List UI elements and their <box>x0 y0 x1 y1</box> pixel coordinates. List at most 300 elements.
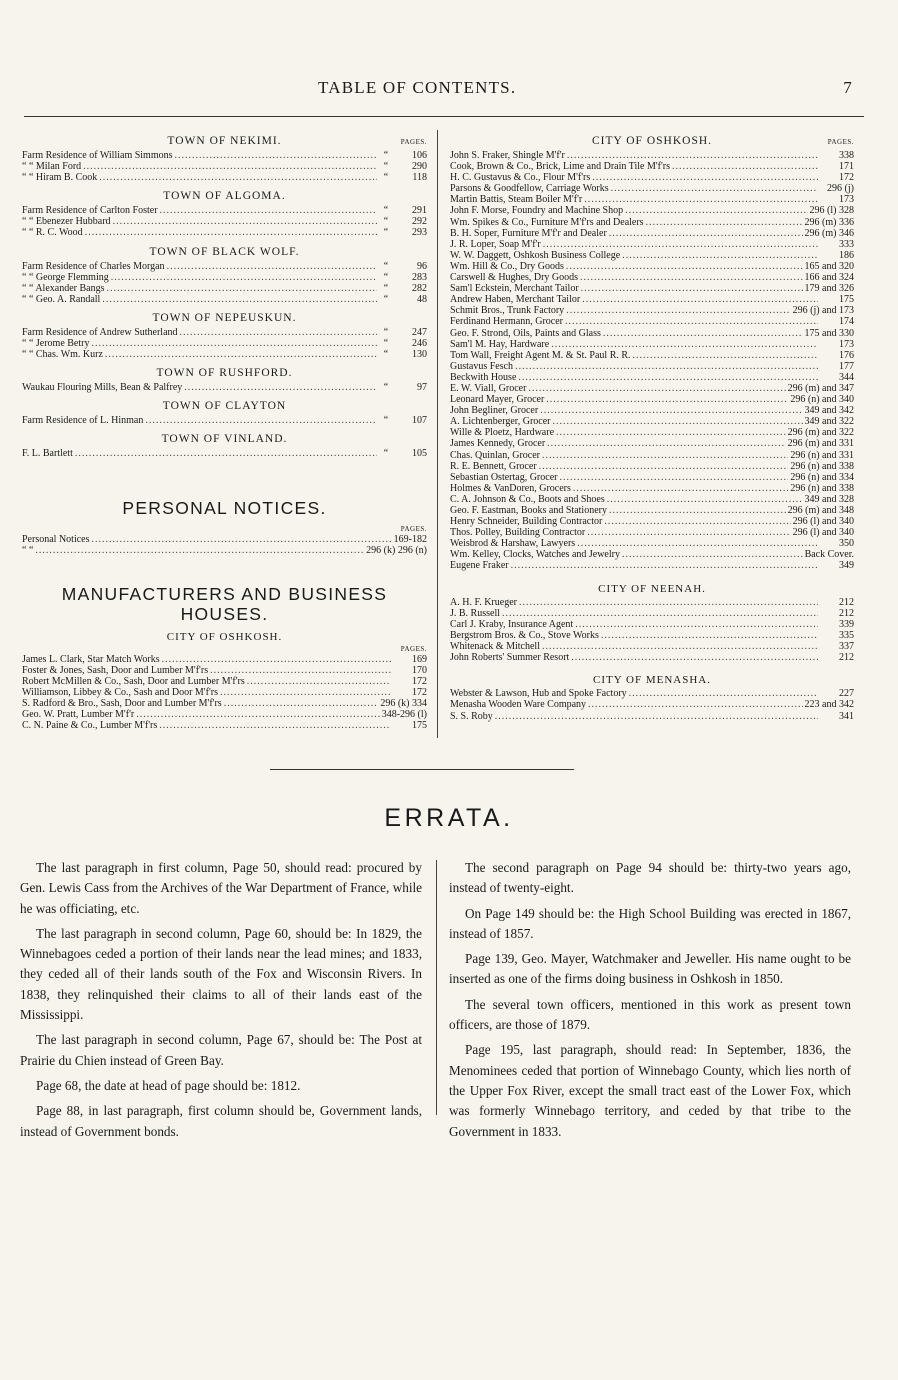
dot-leader <box>167 261 377 272</box>
entry-page: 296 (n) and 338 <box>790 460 854 472</box>
entry-name: John Roberts' Summer Resort <box>450 652 570 664</box>
city-oshkosh-heading <box>450 134 854 148</box>
dot-leader <box>622 549 803 560</box>
entry-name: “ “ <box>22 544 34 556</box>
header-rule <box>24 116 864 117</box>
town-heading: TOWN OF NEPEUSKUN. <box>152 311 297 324</box>
entry-page: 296 (l) and 340 <box>792 516 854 528</box>
dot-leader <box>539 461 789 472</box>
dot-leader <box>92 534 392 545</box>
entry-page: 173 <box>839 338 854 350</box>
entry-page: 166 and 324 <box>804 272 854 284</box>
town-heading: TOWN OF BLACK WOLF. <box>149 245 300 258</box>
entry-page: 296 (n) and 334 <box>790 471 854 483</box>
entry-name: Andrew Haben, Merchant Tailor <box>450 294 581 306</box>
entry-page: 170 <box>412 664 427 676</box>
entry-page: 247 <box>412 326 427 338</box>
entry-page: 350 <box>839 538 854 550</box>
errata-paragraph: The second paragraph on Page 94 should be: thirty-two years ago, instead of twenty-eight. <box>449 860 851 896</box>
toc-entry <box>450 549 854 560</box>
toc-entry <box>450 630 854 641</box>
entry-name: F. L. Bartlett <box>22 448 73 460</box>
ditto-mark: “ <box>383 172 389 184</box>
toc-entry <box>450 383 854 394</box>
entry-name: “ “ Hiram B. Cook <box>22 172 98 184</box>
dot-leader <box>502 608 818 619</box>
entry-page: 97 <box>417 382 427 394</box>
entry-page: 335 <box>839 629 854 641</box>
dot-leader <box>588 699 803 710</box>
ditto-mark: “ <box>383 150 389 161</box>
page-number: 7 <box>843 78 853 97</box>
dot-leader <box>75 448 377 459</box>
town-heading: TOWN OF CLAYTON <box>162 400 287 413</box>
town-heading: TOWN OF ALGOMA. <box>163 190 286 203</box>
toc-entry <box>450 483 854 494</box>
toc-entry <box>450 516 854 527</box>
entry-page: 169 <box>412 653 427 665</box>
entry-name: John Begliner, Grocer <box>450 405 539 417</box>
entry-page: 333 <box>839 238 854 250</box>
dot-leader <box>106 283 377 294</box>
entry-page: 176 <box>839 349 854 361</box>
toc-entry <box>450 228 854 239</box>
entry-page: 105 <box>412 448 427 460</box>
entry-page: 338 <box>839 150 854 161</box>
entry-page: 179 and 326 <box>804 283 854 295</box>
entry-name: Eugene Fraker <box>450 560 509 572</box>
toc-entry <box>450 372 854 383</box>
toc-entry <box>450 597 854 608</box>
entry-name: Webster & Lawson, Hub and Spoke Factory <box>450 688 627 700</box>
toc-entry <box>450 688 854 699</box>
city-oshkosh-subheading: CITY OF OSHKOSH. <box>166 630 283 643</box>
entry-page: 106 <box>412 150 427 161</box>
toc-entry <box>22 534 427 545</box>
toc-entry <box>22 687 427 698</box>
entry-name: Foster & Jones, Sash, Door and Lumber M'f'rs <box>22 664 209 676</box>
toc-entry <box>450 494 854 505</box>
entry-name: Beckwith House <box>450 371 517 383</box>
dot-leader <box>511 560 818 571</box>
entry-name: H. C. Gustavus & Co., Flour M'f'rs <box>450 172 591 184</box>
entry-page: 186 <box>839 249 854 261</box>
entry-name: Geo. F. Eastman, Books and Stationery <box>450 505 607 516</box>
errata-paragraph: On Page 149 should be: the High School Building was erected in 1867, instead of 1857. <box>449 905 851 941</box>
toc-entry <box>22 448 427 459</box>
entry-name: Tom Wall, Freight Agent M. & St. Paul R. R. <box>450 349 631 361</box>
manufacturers-heading <box>22 584 427 624</box>
entry-name: John F. Morse, Foundry and Machine Shop <box>450 205 624 217</box>
toc-entry <box>450 328 854 339</box>
pages-label: PAGES. <box>400 138 427 146</box>
dot-leader <box>580 272 803 283</box>
dot-leader <box>551 339 818 350</box>
toc-entry <box>22 261 427 272</box>
ditto-mark: “ <box>383 293 389 305</box>
entry-page: 227 <box>839 688 854 700</box>
entry-page: 296 (k) 296 (n) <box>366 544 427 556</box>
toc-entry <box>22 283 427 294</box>
entry-name: Carl J. Kraby, Insurance Agent <box>450 618 574 630</box>
entry-name: Menasha Wooden Ware Company <box>450 699 587 711</box>
entry-name: E. W. Viall, Grocer <box>450 382 527 394</box>
dot-leader <box>180 327 377 338</box>
ditto-mark: “ <box>383 282 389 294</box>
page-title: TABLE OF CONTENTS. <box>318 78 517 97</box>
toc-entry <box>22 654 427 665</box>
toc-entry <box>22 676 427 687</box>
entry-page: 296 (m) 336 <box>804 216 854 228</box>
entry-page: 349 and 328 <box>804 493 854 505</box>
town-heading <box>22 134 427 148</box>
entry-page: 223 and 342 <box>804 699 854 711</box>
errata-paragraph: The several town officers, mentioned in this work as present town officers, are those of 1879. <box>449 996 851 1033</box>
entry-name: John S. Fraker, Shingle M'f'r <box>450 150 565 161</box>
dot-leader <box>566 261 803 272</box>
dot-leader <box>571 652 818 663</box>
dot-leader <box>99 172 377 183</box>
entry-page: 349 <box>839 560 854 572</box>
entry-name: Wm. Spikes & Co., Furniture M'f'rs and Dealers <box>450 216 644 228</box>
errata-paragraph: The last paragraph in second column, Page 67, should be: The Post at Prairie du Chien instead of Green Bay. <box>20 1032 422 1068</box>
entry-page: 296 (m) 346 <box>804 227 854 239</box>
dot-leader <box>547 438 785 449</box>
toc-entry <box>22 150 427 161</box>
entry-name: “ “ George Flemming <box>22 271 109 283</box>
toc-entry <box>450 505 854 516</box>
city-neenah-heading: CITY OF NEENAH. <box>598 582 706 595</box>
entry-page: 175 and 330 <box>804 327 854 339</box>
dot-leader <box>247 676 391 687</box>
menasha-business-list <box>450 688 854 721</box>
entry-name: A. H. F. Krueger <box>450 596 517 608</box>
toc-entry <box>450 272 854 283</box>
dot-leader <box>136 709 380 720</box>
entry-name: Sam'l M. Hay, Hardware <box>450 338 550 350</box>
dot-leader <box>159 720 391 731</box>
towns-section <box>22 134 427 460</box>
entry-page: 296 (j) and 173 <box>792 305 854 317</box>
dot-leader <box>575 619 818 630</box>
toc-entry <box>450 294 854 305</box>
dot-leader <box>91 338 377 349</box>
dot-leader <box>625 205 807 216</box>
toc-entry <box>450 305 854 316</box>
toc-entry <box>450 405 854 416</box>
dot-leader <box>105 349 377 360</box>
entry-name: Personal Notices <box>22 533 90 545</box>
toc-entry <box>450 361 854 372</box>
toc-entry <box>450 416 854 427</box>
ditto-mark: “ <box>383 216 389 228</box>
entry-page: 282 <box>412 282 427 294</box>
dot-leader <box>581 283 803 294</box>
ditto-mark: “ <box>383 260 389 272</box>
entry-name: S. S. Roby <box>450 710 493 722</box>
toc-entry <box>22 327 427 338</box>
entry-page: 212 <box>839 607 854 619</box>
errata-rule <box>270 769 574 770</box>
toc-entry <box>22 698 427 709</box>
pages-label: PAGES. <box>827 138 854 146</box>
entry-page: 291 <box>412 205 427 217</box>
dot-leader <box>542 450 788 461</box>
entry-name: Bergstrom Bros. & Co., Stove Works <box>450 629 599 641</box>
toc-entry <box>450 711 854 722</box>
toc-entry <box>450 472 854 483</box>
entry-name: “ “ Milan Ford <box>22 161 82 173</box>
entry-name: Ferdinand Hermann, Grocer <box>450 316 564 328</box>
entry-name: Gustavus Fesch <box>450 360 514 372</box>
toc-entry <box>22 665 427 676</box>
errata-right-column <box>449 858 851 1147</box>
toc-entry <box>450 183 854 194</box>
dot-leader <box>567 150 818 161</box>
entry-name: Geo. F. Strond, Oils, Paints and Glass <box>450 327 601 339</box>
dot-leader <box>102 294 377 305</box>
dot-leader <box>542 641 818 652</box>
toc-entry <box>450 461 854 472</box>
entry-page: 296 (m) and 331 <box>787 438 854 450</box>
entry-name: Robert McMillen & Co., Sash, Door and Lumber M'f'rs <box>22 675 245 687</box>
entry-page: 296 (l) and 340 <box>792 527 854 539</box>
dot-leader <box>565 316 818 327</box>
entry-page: 48 <box>417 293 427 305</box>
ditto-mark: “ <box>383 205 389 217</box>
dot-leader <box>160 205 377 216</box>
dot-leader <box>629 688 818 699</box>
entry-name: Sam'l Eckstein, Merchant Tailor <box>450 283 579 295</box>
toc-entry <box>450 194 854 205</box>
entry-page: 349 and 322 <box>804 416 854 428</box>
town-title: TOWN OF NEKIMI. <box>167 135 282 147</box>
dot-leader <box>609 228 803 239</box>
dot-leader <box>646 217 803 228</box>
toc-right-column <box>450 134 854 722</box>
toc-entry <box>22 709 427 720</box>
errata-paragraph: Page 139, Geo. Mayer, Watchmaker and Jeweller. His name ought to be inserted as one of the firms doing business in Oshkosh in 1850. <box>449 951 851 987</box>
dot-leader <box>633 350 818 361</box>
entry-name: “ “ Jerome Betry <box>22 338 90 350</box>
entry-name: Carswell & Hughes, Dry Goods <box>450 272 579 284</box>
column-divider-bottom <box>436 860 437 1115</box>
toc-left-column <box>22 134 427 731</box>
entry-name: Wm. Hill & Co., Dry Goods <box>450 260 564 272</box>
toc-entry <box>450 350 854 361</box>
dot-leader <box>603 328 803 339</box>
pages-label: PAGES. <box>400 644 427 653</box>
toc-entry <box>22 349 427 360</box>
manufacturers-heading-line2: HOUSES. <box>180 603 269 624</box>
entry-name: Leonard Mayer, Grocer <box>450 394 545 406</box>
dot-leader <box>607 494 803 505</box>
entry-name: “ “ Ebenezer Hubbard <box>22 216 111 228</box>
dot-leader <box>162 654 391 665</box>
entry-name: Farm Residence of Charles Morgan <box>22 260 165 272</box>
toc-entry <box>450 608 854 619</box>
entry-name: J. B. Russell <box>450 607 501 619</box>
entry-name: J. R. Loper, Soap M'f'r <box>450 238 541 250</box>
toc-entry <box>450 652 854 663</box>
entry-name: Geo. W. Pratt, Lumber M'f'r <box>22 709 135 721</box>
entry-page: 296 (m) and 347 <box>787 382 854 394</box>
entry-page: 171 <box>839 161 854 173</box>
dot-leader <box>587 527 790 538</box>
entry-name: Williamson, Libbey & Co., Sash and Door M'f'rs <box>22 687 218 699</box>
entry-name: “ “ Geo. A. Randall <box>22 293 101 305</box>
toc-entry <box>22 720 427 731</box>
entry-name: Farm Residence of L. Hinman <box>22 415 144 427</box>
entry-name: Parsons & Goodfellow, Carriage Works <box>450 183 609 195</box>
entry-page: Back Cover. <box>804 549 854 561</box>
toc-entry <box>450 394 854 405</box>
entry-page: 292 <box>412 216 427 228</box>
entry-name: B. H. Soper, Furniture M'f'r and Dealer <box>450 227 607 239</box>
toc-entry <box>22 272 427 283</box>
personal-notices-list <box>22 534 427 556</box>
entry-name: Wille & Ploetz, Hardware <box>450 427 555 439</box>
dot-leader <box>540 405 802 416</box>
toc-entry <box>450 641 854 652</box>
entry-name: C. A. Johnson & Co., Boots and Shoes <box>450 493 605 505</box>
toc-entry <box>450 283 854 294</box>
neenah-business-list <box>450 597 854 664</box>
toc-entry <box>450 699 854 710</box>
dot-leader <box>546 394 788 405</box>
entry-page: 293 <box>412 227 427 239</box>
toc-entry <box>450 619 854 630</box>
dot-leader <box>515 361 818 372</box>
entry-page: 172 <box>839 172 854 184</box>
entry-page: 337 <box>839 641 854 653</box>
toc-entry <box>22 161 427 172</box>
ditto-mark: “ <box>383 415 389 427</box>
errata-paragraph: Page 88, in last paragraph, first column should be, Government lands, instead of Government bonds. <box>20 1103 422 1139</box>
entry-page: 296 (n) and 331 <box>790 449 854 461</box>
toc-entry <box>22 382 427 393</box>
entry-page: 296 (l) 328 <box>809 205 854 217</box>
entry-name: Farm Residence of William Simmons <box>22 150 173 161</box>
entry-page: 177 <box>839 360 854 372</box>
toc-entry <box>450 438 854 449</box>
entry-name: S. Radford & Bro., Sash, Door and Lumber M'f'rs <box>22 698 222 710</box>
dot-leader <box>604 516 790 527</box>
entry-page: 344 <box>839 371 854 383</box>
dot-leader <box>518 372 818 383</box>
entry-page: 172 <box>412 687 427 699</box>
entry-name: Thos. Polley, Building Contractor <box>450 527 586 539</box>
toc-entry <box>450 527 854 538</box>
toc-entry <box>450 239 854 250</box>
entry-page: 165 and 320 <box>804 260 854 272</box>
dot-leader <box>672 161 818 172</box>
dot-leader <box>556 427 786 438</box>
toc-entry <box>450 205 854 216</box>
toc-entry <box>450 250 854 261</box>
toc-entry <box>450 538 854 549</box>
toc-entry <box>450 172 854 183</box>
dot-leader <box>145 415 377 426</box>
entry-page: 341 <box>839 710 854 722</box>
city-menasha-heading: CITY OF MENASHA. <box>593 674 711 687</box>
dot-leader <box>113 216 377 227</box>
entry-name: Schmit Bros., Trunk Factory <box>450 305 565 317</box>
manufacturers-heading-line1: MANUFACTURERS AND BUSINESS <box>61 583 388 604</box>
dot-leader <box>220 687 391 698</box>
dot-leader <box>584 194 818 205</box>
toc-entry <box>22 227 427 238</box>
dot-leader <box>210 665 391 676</box>
town-heading: TOWN OF VINLAND. <box>161 433 288 446</box>
dot-leader <box>609 505 786 516</box>
toc-entry <box>22 338 427 349</box>
toc-entry <box>22 294 427 305</box>
dot-leader <box>85 227 377 238</box>
dot-leader <box>184 382 377 393</box>
errata-title: ERRATA. <box>384 804 514 832</box>
entry-page: 130 <box>412 349 427 361</box>
dot-leader <box>622 250 818 261</box>
dot-leader <box>528 383 785 394</box>
errata-paragraph: Page 195, last paragraph, should read: In September, 1836, the Menominees ceded that portion of Winnebago County, which lies north of the Upper Fox River, except the small tract east of the Lower Fox, which was formerly Winnebago territory, and ceded by that tribe to the Government in 1833. <box>449 1042 851 1139</box>
toc-entry <box>450 560 854 571</box>
dot-leader <box>582 294 818 305</box>
errata-paragraph: The last paragraph in first column, Page 50, should read: procured by Gen. Lewis Cass from the Archives of the War Department of France, while he was officiating, etc. <box>20 860 422 916</box>
errata-paragraph: Page 68, the date at head of page should be: 1812. <box>36 1077 301 1093</box>
pages-label: PAGES. <box>400 524 427 533</box>
entry-name: “ “ Alexander Bangs <box>22 282 105 294</box>
entry-page: 118 <box>412 172 427 184</box>
entry-name: Farm Residence of Andrew Sutherland <box>22 326 178 338</box>
entry-page: 175 <box>839 294 854 306</box>
ditto-mark: “ <box>383 271 389 283</box>
dot-leader <box>175 150 377 161</box>
entry-name: C. N. Paine & Co., Lumber M'f'rs <box>22 720 158 732</box>
dot-leader <box>224 698 379 709</box>
toc-entry <box>22 205 427 216</box>
entry-page: 173 <box>839 194 854 206</box>
toc-entry <box>22 172 427 183</box>
errata-paragraph: The last paragraph in second column, Page 60, should be: In 1829, the Winnebagoes ceded a portion of their lands near the lead mines; and 1833, they ceded all of their lands south of the Fox and Wisconsin Rivers. In 1838, they relinquished their claims to all of their lands east of the Mississippi. <box>20 925 422 1023</box>
ditto-mark: “ <box>383 326 389 338</box>
dot-leader <box>35 545 364 556</box>
entry-page: 339 <box>839 618 854 630</box>
entry-page: 172 <box>412 675 427 687</box>
running-head <box>0 78 898 102</box>
entry-name: Holmes & VanDoren, Grocers <box>450 482 571 494</box>
personal-notices-heading: PERSONAL NOTICES. <box>122 497 327 518</box>
dot-leader <box>577 538 818 549</box>
entry-name: Farm Residence of Carlton Foster <box>22 205 158 217</box>
ditto-mark: “ <box>383 227 389 239</box>
entry-name: W. W. Daggett, Oshkosh Business College <box>450 249 621 261</box>
toc-entry <box>22 415 427 426</box>
errata-left-column <box>20 858 422 1147</box>
dot-leader <box>543 239 818 250</box>
dot-leader <box>592 172 818 183</box>
toc-entry <box>450 217 854 228</box>
entry-page: 296 (n) and 340 <box>790 394 854 406</box>
dot-leader <box>83 161 377 172</box>
entry-name: Wm. Kelley, Clocks, Watches and Jewelry <box>450 549 620 561</box>
entry-page: 296 (m) and 322 <box>787 427 854 439</box>
dot-leader <box>573 483 788 494</box>
entry-name: Whitenack & Mitchell <box>450 641 540 653</box>
manufacturers-list <box>22 654 427 732</box>
toc-entry <box>450 161 854 172</box>
dot-leader <box>519 597 818 608</box>
